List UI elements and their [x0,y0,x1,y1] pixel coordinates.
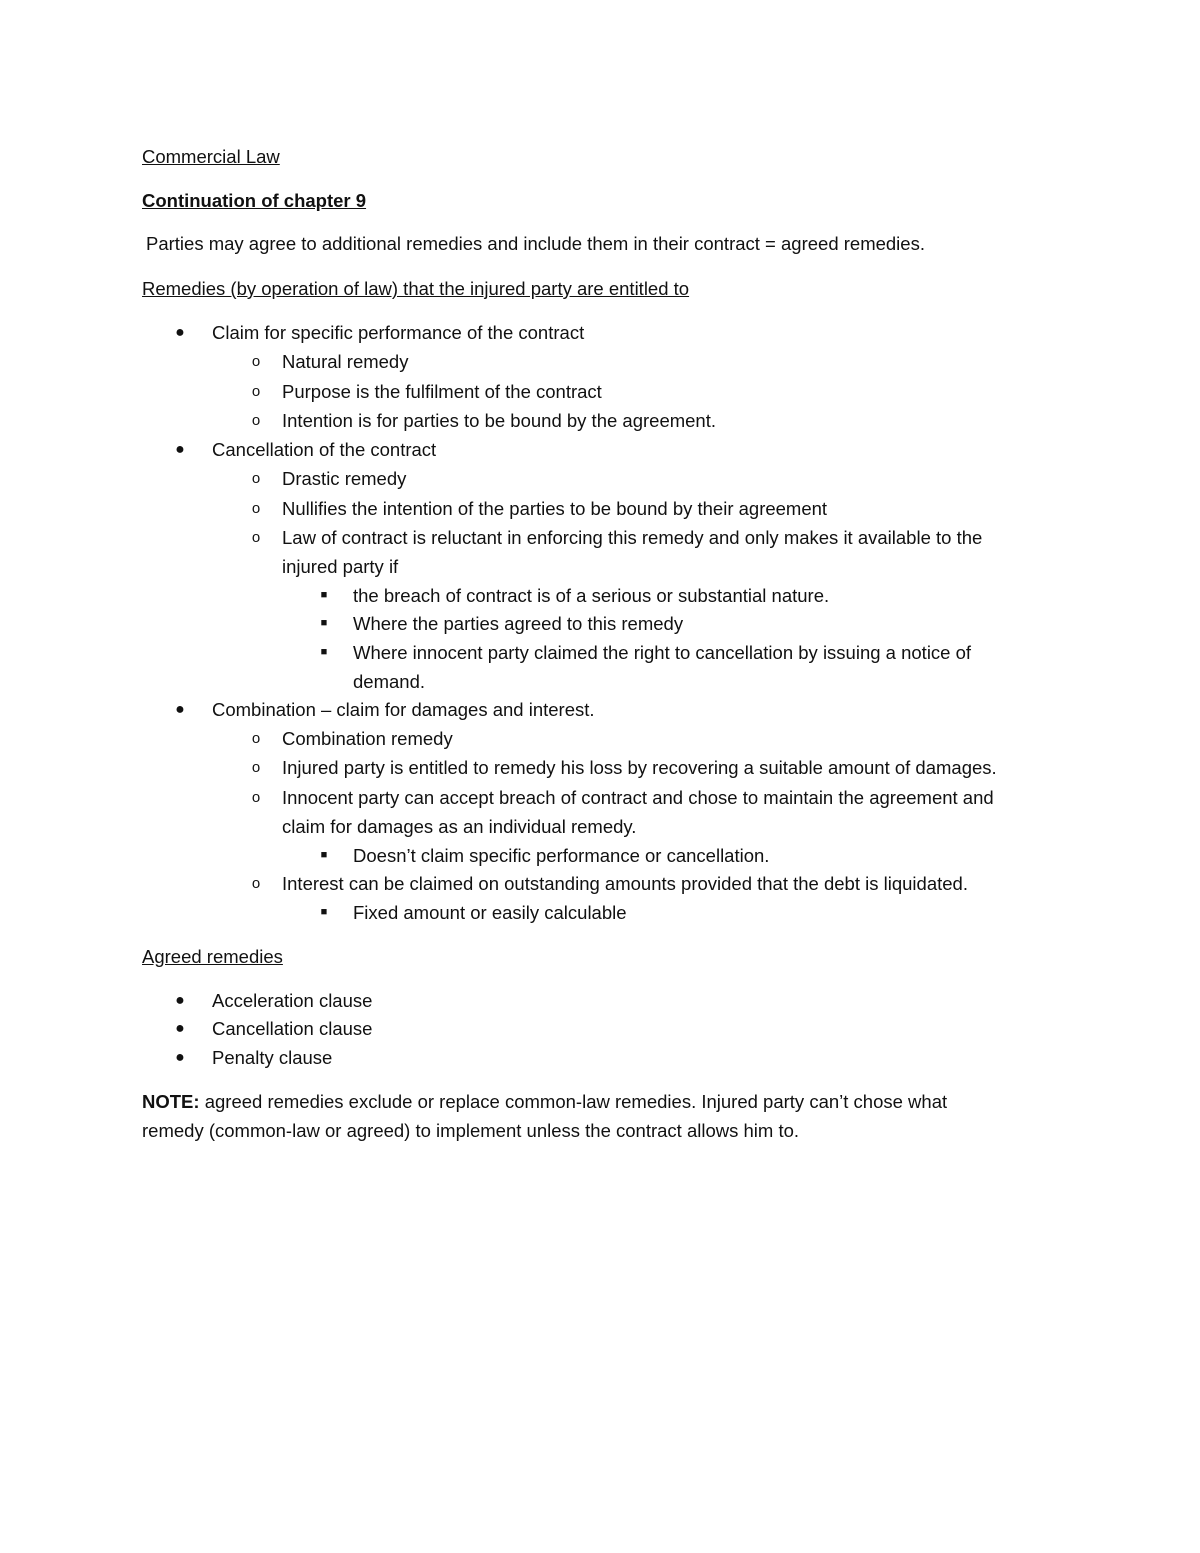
sub-list-item: Intention is for parties to be bound by the agreement. [282,410,717,431]
square-marker: ■ [320,906,328,918]
square-marker: ■ [320,617,328,629]
section-heading-agreed-remedies: Agreed remedies [142,946,283,967]
sub-list-item-continuation: claim for damages as an individual remedy. [282,816,637,837]
circle-marker: o [251,412,261,429]
bullet-marker: ● [175,1020,185,1037]
list-item-specific-performance: Claim for specific performance of the contract [212,322,585,343]
sub-list-item: Purpose is the fulfilment of the contract [282,381,602,402]
document-subtitle: Continuation of chapter 9 [142,190,367,211]
note-line-2: remedy (common-law or agreed) to implement unless the contract allows him to. [142,1120,800,1141]
circle-marker: o [251,875,261,892]
sub-list-item-continuation: injured party if [282,556,399,577]
circle-marker: o [251,353,261,370]
circle-marker: o [251,383,261,400]
sub-sub-list-item: Fixed amount or easily calculable [353,902,627,923]
sub-sub-list-item: Where innocent party claimed the right to cancellation by issuing a notice of [353,642,972,663]
note-text: agreed remedies exclude or replace common-law remedies. Injured party can’t chose what [204,1091,948,1112]
section-heading-remedies-by-law: Remedies (by operation of law) that the injured party are entitled to [142,278,690,299]
circle-marker: o [251,529,261,546]
circle-marker: o [251,500,261,517]
sub-list-item: Law of contract is reluctant in enforcing this remedy and only makes it available to the [282,527,983,548]
bullet-marker: ● [175,1049,185,1066]
sub-list-item: Injured party is entitled to remedy his loss by recovering a suitable amount of damages. [282,757,997,778]
list-item: Cancellation clause [212,1018,373,1039]
sub-list-item: Interest can be claimed on outstanding amounts provided that the debt is liquidated. [282,873,968,894]
sub-list-item: Nullifies the intention of the parties to be bound by their agreement [282,498,828,519]
document-title: Commercial Law [142,146,280,167]
sub-sub-list-item-continuation: demand. [353,671,425,692]
circle-marker: o [251,759,261,776]
sub-list-item: Drastic remedy [282,468,407,489]
list-item-combination: Combination – claim for damages and interest. [212,699,595,720]
intro-paragraph: Parties may agree to additional remedies and include them in their contract = agreed remedies. [146,233,925,254]
bullet-marker: ● [175,701,185,718]
square-marker: ■ [320,589,328,601]
circle-marker: o [251,470,261,487]
circle-marker: o [251,789,261,806]
circle-marker: o [251,730,261,747]
sub-sub-list-item: the breach of contract is of a serious or substantial nature. [353,585,830,606]
sub-list-item: Natural remedy [282,351,409,372]
list-item: Penalty clause [212,1047,333,1068]
sub-sub-list-item: Where the parties agreed to this remedy [353,613,684,634]
sub-list-item: Combination remedy [282,728,453,749]
sub-sub-list-item: Doesn’t claim specific performance or cancellation. [353,845,770,866]
bullet-marker: ● [175,441,185,458]
sub-list-item: Innocent party can accept breach of contract and chose to maintain the agreement and [282,787,994,808]
note-line-1 [142,1087,947,1116]
list-item: Acceleration clause [212,990,373,1011]
square-marker: ■ [320,646,328,658]
bullet-marker: ● [175,324,185,341]
bullet-marker: ● [175,992,185,1009]
list-item-cancellation: Cancellation of the contract [212,439,437,460]
square-marker: ■ [320,849,328,861]
note-label: NOTE: [142,1091,200,1112]
